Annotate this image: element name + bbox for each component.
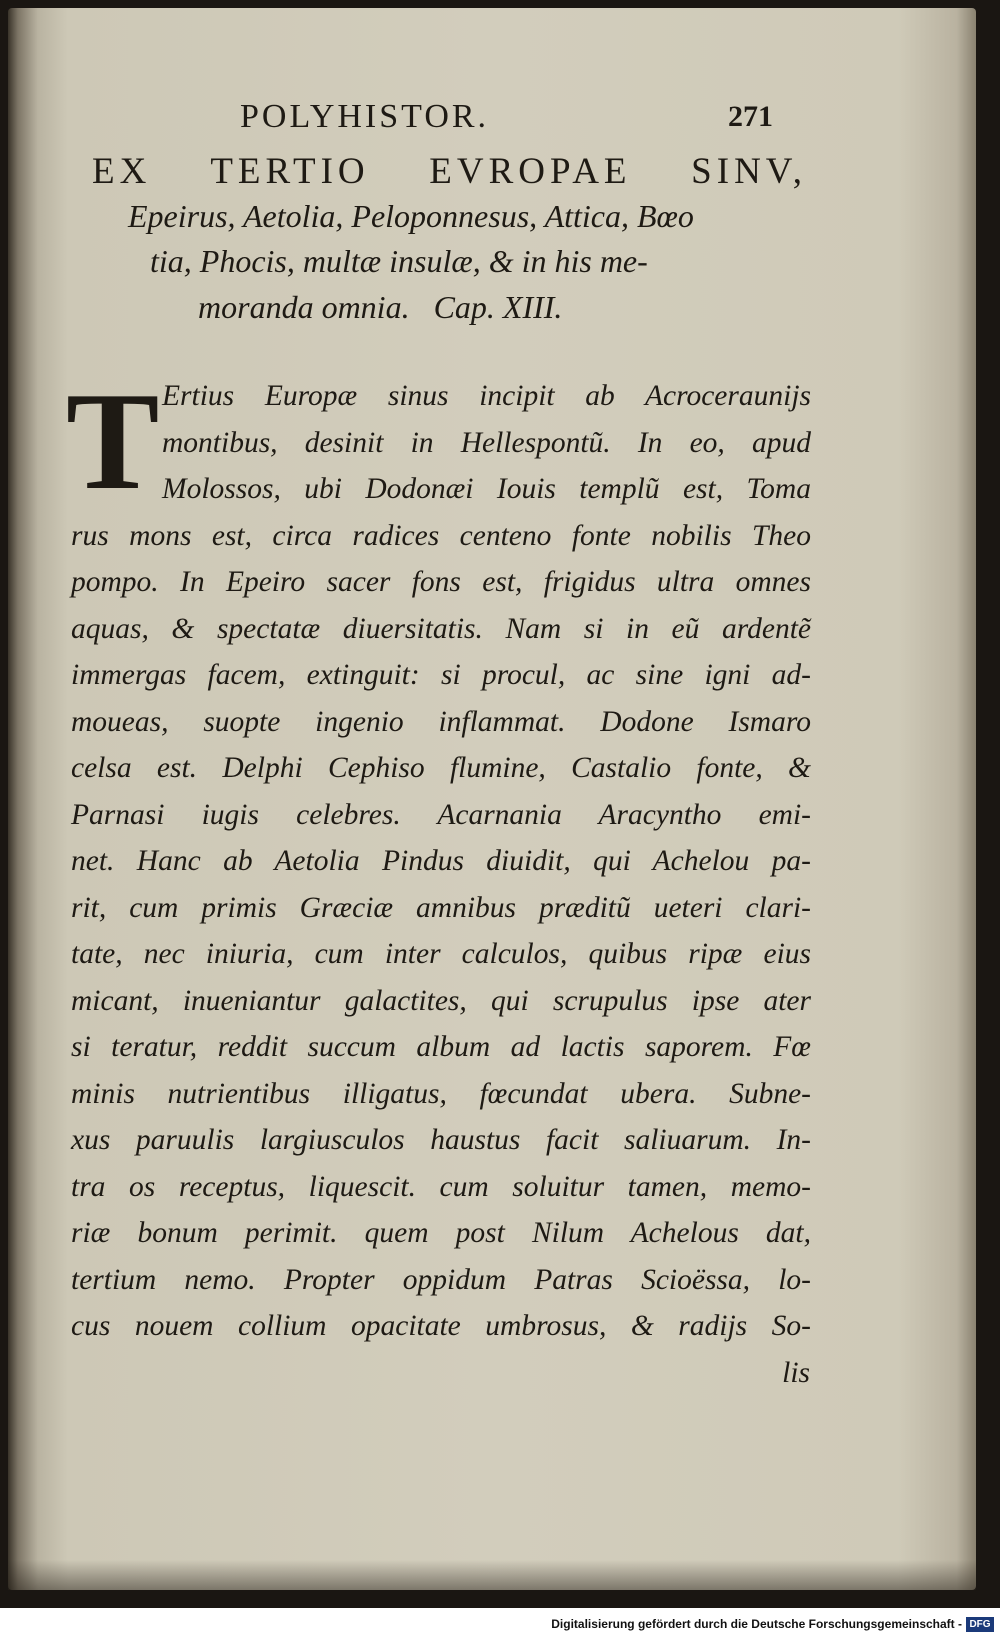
- text-line: montibus, desinit in Hellespontũ. In eo, apud: [162, 426, 811, 459]
- page-number: 271: [728, 100, 773, 133]
- text-line: tra os receptus, liquescit. cum soluitur tamen, memo-: [71, 1170, 811, 1203]
- text-line: Molossos, ubi Dodonæi Iouis templũ est, Toma: [162, 473, 811, 505]
- footer-bar: [0, 1608, 1000, 1641]
- chapter-subtitle-line: moranda omnia. Cap. XIII.: [198, 289, 563, 325]
- chapter-title: EX TERTIO EVROPAE SINV,: [92, 151, 807, 192]
- text-line: minis nutrientibus illigatus, fœcundat ubera. Subne-: [71, 1077, 811, 1110]
- text-line: rus mons est, circa radices centeno fonte nobilis Theo: [71, 519, 811, 552]
- text-line: lis: [782, 1356, 810, 1389]
- text-line: tate, nec iniuria, cum inter calculos, quibus ripæ eius: [71, 938, 811, 970]
- dfg-logo: DFG: [966, 1617, 994, 1632]
- text-line: riæ bonum perimit. quem post Nilum Achelous dat,: [71, 1217, 811, 1249]
- drop-cap: T: [66, 364, 160, 519]
- chapter-subtitle-line: tia, Phocis, multæ insulæ, & in his me-: [150, 243, 648, 279]
- text-line: moueas, suopte ingenio inflammat. Dodone Ismaro: [71, 705, 811, 738]
- running-head: POLYHISTOR.: [240, 98, 490, 135]
- chapter-subtitle-line: Epeirus, Aetolia, Peloponnesus, Attica, Bœo: [128, 198, 694, 234]
- text-line: Ertius Europæ sinus incipit ab Acroceraunijs: [162, 380, 811, 412]
- text-line: micant, inueniantur galactites, qui scrupulus ipse ater: [71, 984, 811, 1017]
- text-line: xus paruulis largiusculos haustus facit saliuarum. In-: [71, 1124, 811, 1156]
- text-line: celsa est. Delphi Cephiso flumine, Castalio fonte, &: [71, 752, 811, 784]
- text-line: net. Hanc ab Aetolia Pindus diuidit, qui Achelou pa-: [71, 845, 811, 877]
- text-line: aquas, & spectatæ diuersitatis. Nam si in eũ ardentẽ: [71, 612, 811, 645]
- text-line: tertium nemo. Propter oppidum Patras Scioëssa, lo-: [71, 1263, 811, 1296]
- footer-credit: Digitalisierung gefördert durch die Deutsche Forschungsgemeinschaft -: [551, 1617, 962, 1631]
- text-line: Parnasi iugis celebres. Acarnania Aracyntho emi-: [71, 798, 811, 831]
- text-line: pompo. In Epeiro sacer fons est, frigidus ultra omnes: [71, 566, 811, 598]
- text-line: si teratur, reddit succum album ad lactis saporem. Fœ: [71, 1031, 811, 1063]
- text-line: immergas facem, extinguit: si procul, ac sine igni ad-: [71, 659, 811, 691]
- text-line: cus nouem collium opacitate umbrosus, & radijs So-: [71, 1310, 811, 1342]
- text-line: rit, cum primis Græciæ amnibus præditũ ueteri clari-: [71, 891, 811, 924]
